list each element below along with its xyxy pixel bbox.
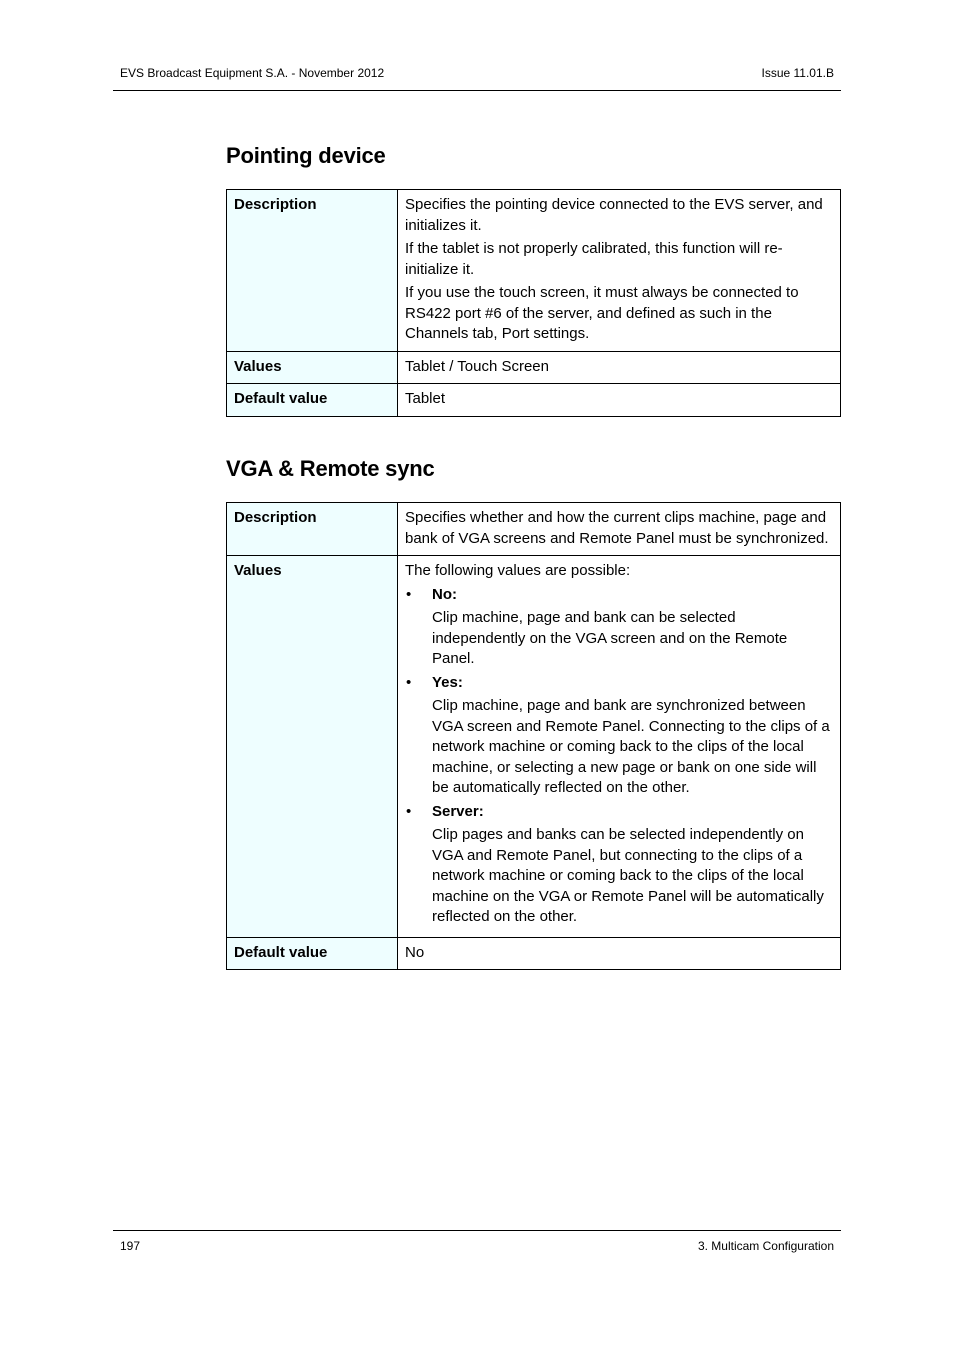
row-value: Tablet: [398, 384, 841, 417]
row-label: Default value: [227, 384, 398, 417]
row-label: Description: [227, 190, 398, 352]
row-label: Values: [227, 556, 398, 938]
bullet-icon: •: [406, 802, 412, 820]
page-number: 197: [120, 1239, 141, 1253]
item-name: No:: [432, 585, 457, 603]
table-row: [227, 503, 841, 556]
table-row: [227, 190, 841, 352]
row-label: Default value: [227, 937, 398, 970]
paragraph: If you use the touch screen, it must always be connected to RS422 port #6 of the server, and defined as such in the Channels tab, Port settings.: [405, 284, 799, 342]
table-row: [227, 556, 841, 938]
values-intro: The following values are possible:: [405, 562, 631, 579]
list-item: [405, 802, 833, 823]
item-description: Clip machine, page and bank can be selected independently on the VGA screen and on the Remote Panel.: [432, 609, 788, 667]
page-header: [113, 66, 841, 91]
paragraph: If the tablet is not properly calibrated, this function will re-initialize it.: [405, 240, 783, 278]
section-title-vga-remote-sync: VGA & Remote sync: [226, 456, 435, 481]
list-item: [405, 585, 833, 606]
page-footer: [113, 1230, 841, 1259]
row-value: No: [398, 937, 841, 970]
section-title-pointing-device: Pointing device: [226, 143, 386, 168]
table-row: [227, 937, 841, 970]
item-name: Yes:: [432, 673, 463, 691]
table-row: [227, 384, 841, 417]
row-value: Specifies whether and how the current clips machine, page and bank of VGA screens and Remote Panel must be synchronized.: [398, 503, 841, 556]
paragraph: Specifies the pointing device connected to the EVS server, and initializes it.: [405, 196, 823, 234]
item-description: Clip machine, page and bank are synchronized between VGA screen and Remote Panel. Connecting to the clips of a network machine or coming back to the clips of the local machine, or selecting a new page or bank on one side will be automatically reflected on the other.: [432, 697, 830, 796]
vga-remote-sync-table: [226, 502, 841, 970]
row-value: [398, 556, 841, 938]
table-row: [227, 351, 841, 384]
row-value: Tablet / Touch Screen: [398, 351, 841, 384]
list-item: [405, 673, 833, 694]
header-issue: Issue 11.01.B: [761, 66, 834, 80]
bullet-icon: •: [406, 673, 412, 691]
row-label: Values: [227, 351, 398, 384]
row-label: Description: [227, 503, 398, 556]
item-name: Server:: [432, 802, 484, 820]
row-value: [398, 190, 841, 352]
header-company-date: EVS Broadcast Equipment S.A. - November 2012: [120, 66, 385, 80]
chapter-title: 3. Multicam Configuration: [697, 1239, 834, 1253]
bullet-icon: •: [406, 585, 412, 603]
pointing-device-table: [226, 189, 841, 417]
item-description: Clip pages and banks can be selected independently on VGA and Remote Panel, but connecting to the clips of a network machine or coming back to the clips of the local machine on the VGA or Remote Panel will be automatically reflected on the other.: [432, 826, 824, 925]
